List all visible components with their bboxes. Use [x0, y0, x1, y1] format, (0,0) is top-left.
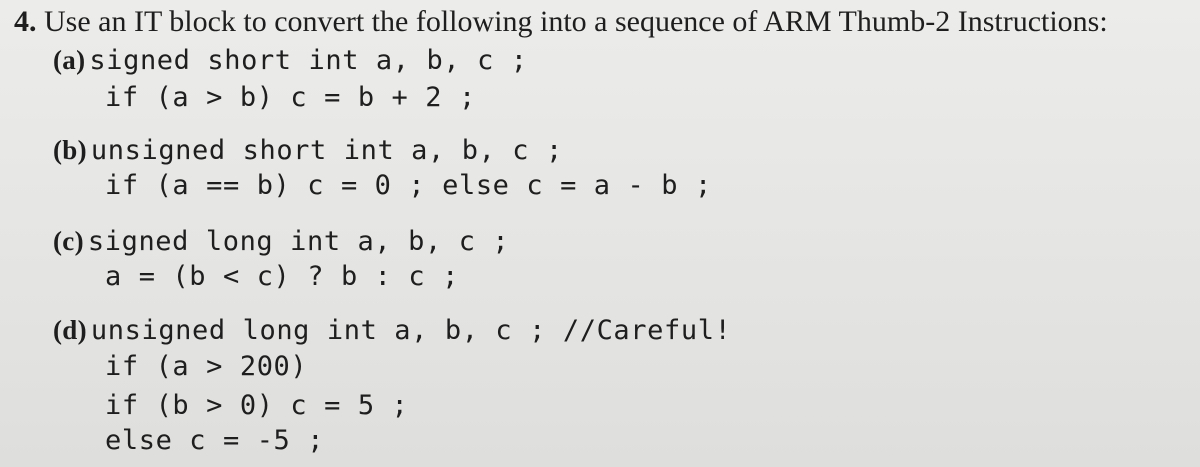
- part-c-declaration: signed long int a, b, c ;: [87, 226, 510, 257]
- question-number: 4.: [14, 5, 37, 38]
- part-d-else: else c = -5 ;: [105, 425, 325, 456]
- part-c-first-line: [53, 223, 509, 259]
- part-a-label: (a): [53, 45, 86, 75]
- part-b-first-line: [53, 132, 563, 168]
- question-heading: [14, 4, 1108, 40]
- question-text: Use an IT block to convert the following into a sequence of ARM Thumb-2 Instructions:: [44, 5, 1108, 38]
- part-a-statement: if (a > b) c = b + 2 ;: [105, 82, 476, 113]
- part-b-declaration: unsigned short int a, b, c ;: [90, 135, 563, 166]
- part-a-declaration: signed short int a, b, c ;: [89, 45, 528, 76]
- part-d-outer-if: if (a > 200): [105, 351, 308, 382]
- part-d-first-line: [53, 312, 731, 348]
- part-a-first-line: [53, 42, 528, 78]
- part-c-label: (c): [53, 226, 84, 256]
- part-d-label: (d): [53, 315, 87, 345]
- part-d-inner-if: if (b > 0) c = 5 ;: [105, 390, 409, 421]
- part-b-statement: if (a == b) c = 0 ; else c = a - b ;: [105, 170, 712, 201]
- part-d-declaration: unsigned long int a, b, c ; //Careful!: [90, 315, 732, 346]
- part-c-statement: a = (b < c) ? b : c ;: [105, 261, 459, 292]
- part-b-label: (b): [53, 135, 87, 165]
